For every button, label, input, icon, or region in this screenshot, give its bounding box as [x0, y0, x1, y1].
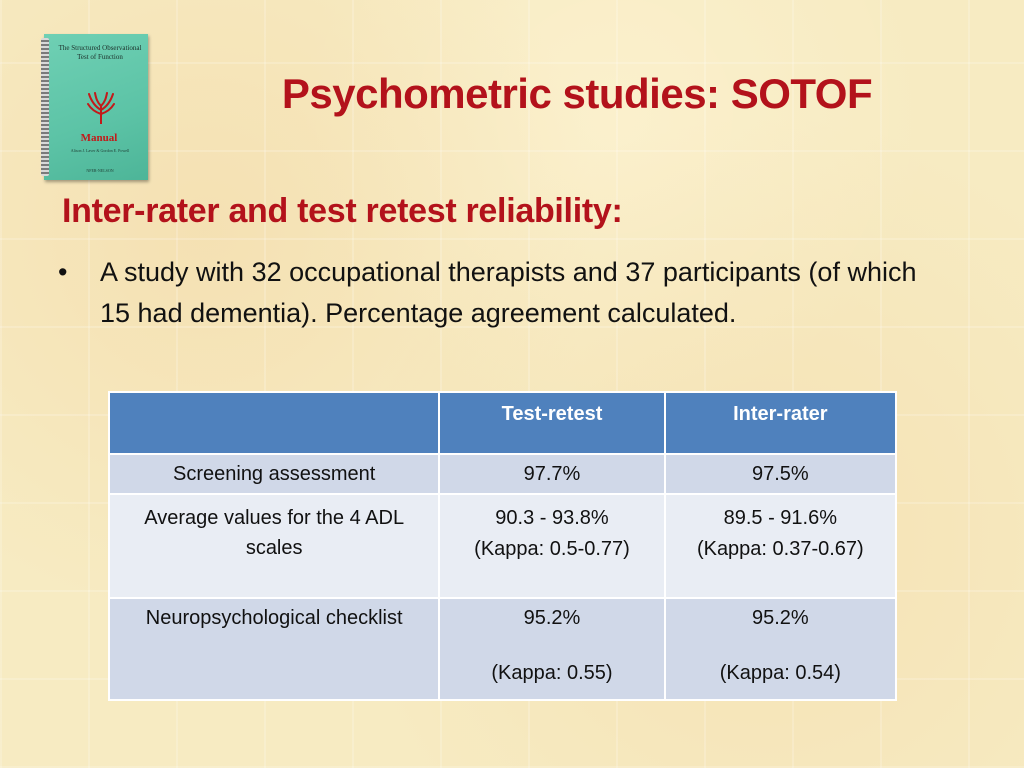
inter-rater-value: 95.2%: [751, 607, 809, 629]
test-retest-cell: [439, 494, 664, 598]
spiral-binding: [41, 38, 49, 176]
cover-authors: Alison J. Laver & Gordon E. Powell: [70, 148, 130, 153]
bullet-text: A study with 32 occupational therapists and 37 participants (of which 15 had dementia). Percentage agreement calculated.: [100, 257, 917, 328]
column-header-test-retest: Test-retest: [439, 392, 664, 454]
test-retest-value: 97.7%: [439, 454, 664, 494]
reliability-table: [108, 391, 897, 701]
bullet-icon: •: [58, 257, 68, 287]
table-header-row: [109, 392, 896, 454]
row-label: Screening assessment: [109, 454, 439, 494]
test-retest-value: 95.2%: [523, 607, 581, 629]
table-row: [109, 454, 896, 494]
row-label: Average values for the 4 ADL scales: [109, 494, 439, 598]
test-retest-kappa: (Kappa: 0.55): [491, 662, 613, 684]
inter-rater-value: 97.5%: [665, 454, 896, 494]
inter-rater-cell: [665, 598, 896, 700]
manual-cover-image: [44, 34, 148, 180]
slide-title: Psychometric studies: SOTOF: [281, 70, 873, 117]
cover-manual-label: Manual: [80, 132, 118, 144]
column-header-empty: [109, 392, 439, 454]
inter-rater-value: 89.5 - 91.6%: [723, 507, 838, 529]
test-retest-cell: [439, 598, 664, 700]
test-retest-kappa: (Kappa: 0.5-0.77): [474, 538, 630, 560]
cover-publisher: NFER-NELSON: [86, 168, 114, 173]
section-heading: Inter-rater and test retest reliability:: [62, 192, 623, 230]
tree-emblem-icon: [86, 92, 116, 126]
cover-title: The Structured Observational Test of Function: [58, 44, 142, 61]
test-retest-value: 90.3 - 93.8%: [495, 507, 609, 529]
inter-rater-kappa: (Kappa: 0.54): [719, 662, 841, 684]
column-header-inter-rater: Inter-rater: [665, 392, 896, 454]
inter-rater-cell: [665, 494, 896, 598]
table-row: [109, 598, 896, 700]
row-label: Neuropsychological checklist: [109, 598, 439, 700]
table-row: [109, 494, 896, 598]
inter-rater-kappa: (Kappa: 0.37-0.67): [696, 538, 864, 560]
